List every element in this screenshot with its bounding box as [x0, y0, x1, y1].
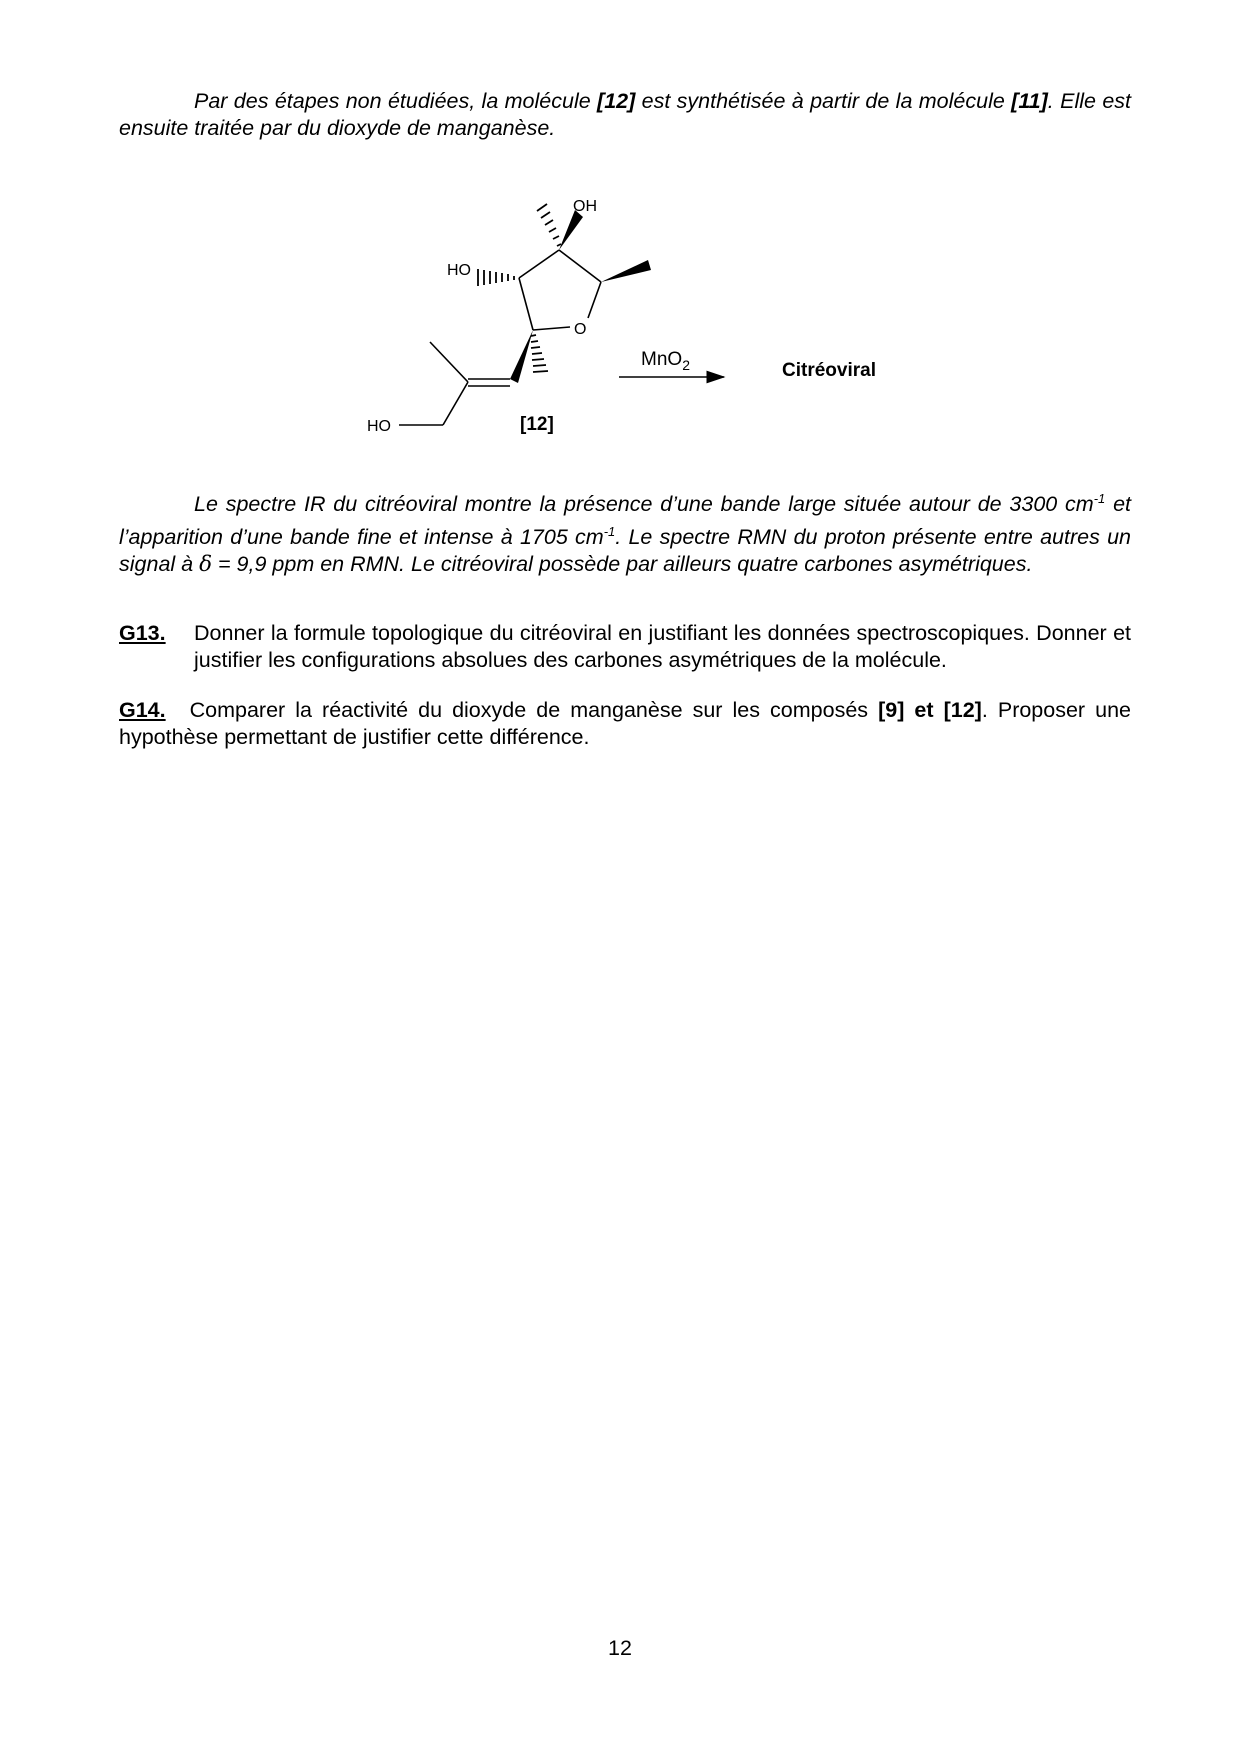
ring-bond-c5-o [588, 282, 601, 318]
spectra-text-d: = 9,9 ppm en RMN. Le citréoviral possède par ailleurs quatre carbones asymétriques. [212, 552, 1033, 577]
intro-text-2: est synthétisée à partir de la molécule [635, 89, 1012, 113]
spectra-sup-1: -1 [1093, 491, 1106, 506]
wedge-bond-c5-methyl [601, 260, 651, 282]
spectra-text-b: et l’apparition d’une bande fine et intense à 1705 cm [119, 492, 1132, 550]
intro-paragraph [119, 88, 1131, 142]
question-g14 [119, 697, 1131, 751]
delta-symbol: δ [199, 552, 213, 578]
molecule-12-structure [399, 250, 601, 425]
ring-oxygen-label: O [574, 321, 587, 338]
hashed-bond-c3-oh [478, 269, 514, 286]
reagent-main: MnO [641, 349, 683, 370]
question-g14-text-1: Comparer la réactivité du dioxyde de manganèse sur les composés [189, 698, 879, 722]
reagent-subscript: 2 [682, 357, 690, 373]
question-g13 [119, 620, 1131, 672]
spectra-paragraph [119, 485, 1131, 578]
spectra-text-a: Le spectre IR du citréoviral montre la présence d’une bande large située autour de 3300 cm [194, 492, 1094, 517]
question-g14-text-2: . Proposer une hypothèse permettant de justifier cette différence. [119, 698, 1132, 749]
ring-bond-c2-c3 [519, 278, 533, 330]
hashed-bond-c4-methyl [537, 204, 561, 246]
intro-text-3: . Elle est ensuite traitée par du dioxyde de manganèse. [119, 89, 1132, 140]
stereo-bonds [478, 204, 651, 383]
reagent-label [641, 349, 690, 373]
product-label: Citréoviral [782, 360, 876, 381]
ch2-bond [443, 382, 468, 425]
methyl-bond [430, 342, 468, 382]
question-g14-label: G14. [119, 698, 166, 722]
ho-left-label: HO [447, 262, 471, 279]
compound-12-label: [12] [520, 414, 554, 435]
question-g13-label: G13. [119, 621, 166, 645]
ring-bond-c4-c5 [559, 250, 601, 282]
hashed-bond-c2-methyl [531, 335, 548, 372]
intro-ref-12: [12] [597, 89, 636, 113]
spectra-text-c: . Le spectre RMN du proton présente entre autres un signal à [119, 525, 1131, 577]
ring-bond-o-c2 [533, 327, 570, 330]
intro-text-1: Par des étapes non étudiées, la molécule [194, 89, 598, 113]
reaction-scheme [0, 180, 1240, 440]
ho-bottom-label: HO [367, 418, 391, 435]
question-g14-refs: [9] et [12] [878, 698, 982, 722]
spectra-sup-2: -1 [603, 524, 616, 540]
wedge-bond-c4-oh [559, 210, 583, 250]
page-number: 12 [608, 1636, 632, 1660]
wedge-bond-c2-vinyl [510, 330, 533, 383]
question-g13-text: Donner la formule topologique du citréoviral en justifiant les données spectroscopiques. Donner et justifier les configurations absolues des carbones asymétriques de la molécule. [194, 621, 1131, 672]
intro-ref-11: [11] [1011, 89, 1048, 113]
oh-top-label: OH [573, 198, 597, 215]
ring-bond-c3-c4 [519, 250, 559, 278]
